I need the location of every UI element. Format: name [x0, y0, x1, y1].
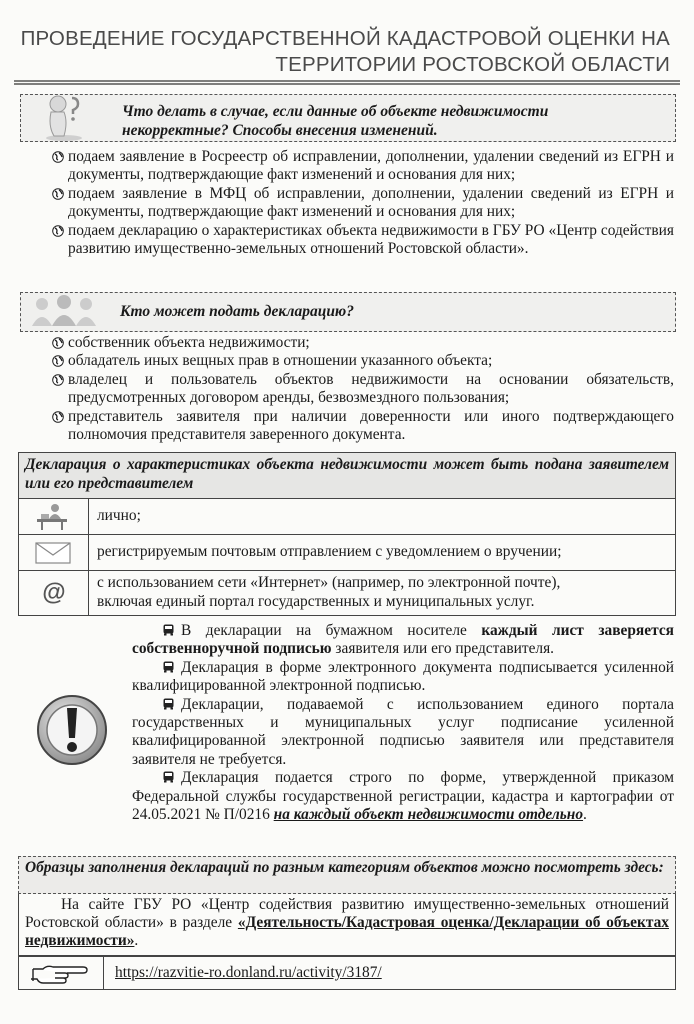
person-at-desk-icon — [33, 503, 73, 531]
list-item — [52, 334, 674, 352]
row-text-line1: с использованием сети «Интернет» (например, по электронной почте), — [97, 574, 561, 591]
globe-icon — [52, 355, 64, 367]
note-3: Декларации, подаваемой с использованием единого портала государственных и муниципальных услуг подписание усиленной квалифицированной электронной подписью заявителя или представителя заявителя не требуется. — [132, 695, 674, 768]
declaration-header: Декларация о характеристиках объекта недвижимости может быть подана заявителем или его представителем — [19, 453, 675, 499]
row-text: регистрируемым почтовым отправлением с уведомлением о вручении; — [97, 543, 562, 560]
globe-icon — [52, 225, 64, 237]
note-2: Декларация в форме электронного документа подписывается усиленной квалифицированной электронной подписью. — [132, 658, 674, 695]
page-title-line1: ПРОВЕДЕНИЕ ГОСУДАРСТВЕННОЙ КАДАСТРОВОЙ ОЦЕНКИ НА — [20, 27, 670, 50]
svg-text:@: @ — [42, 579, 66, 606]
list-item-text: подаем декларацию о характеристиках объекта недвижимости в ГБУ РО «Центр содействия развитию имущественно-земельных отношений Ростовской области». — [68, 221, 674, 258]
list-item-text: владелец и пользователь объектов недвижимости на основании обязательств, предусмотренных договором аренды, безвозмездного пользования; — [68, 370, 674, 407]
note-4: Декларация подается строго по форме, утвержденной приказом Федеральной службы государственной регистрации, кадастра и картографии от 24.05.2021 № П/0216 на каждый объект недвижимости отдельно. — [132, 769, 674, 824]
section1-question — [122, 102, 672, 140]
samples-header: Образцы заполнения деклараций по разным категориям объектов можно посмотреть здесь: — [18, 856, 676, 894]
list-item — [52, 408, 674, 445]
globe-icon — [52, 411, 64, 423]
bus-icon — [162, 624, 175, 636]
list-item — [52, 148, 674, 185]
section1-question-line1: Что делать в случае, если данные об объекте недвижимости — [122, 103, 549, 120]
list-item-text: обладатель иных вещных прав в отношении указанного объекта; — [68, 352, 493, 370]
list-item — [52, 185, 674, 222]
globe-icon — [52, 188, 64, 200]
samples-text: На сайте ГБУ РО «Центр содействия развитию имущественно-земельных отношений Ростовской области» в разделе «Деятельность/Кадастровая оценка/Декларации об объектах недвижимости». — [18, 894, 676, 956]
list-item-text: представитель заявителя при наличии доверенности или иного подтверждающего полномочия представителя заверенного документа. — [68, 407, 674, 444]
section1-question-line2: некорректные? Способы внесения изменений. — [122, 122, 438, 139]
thinking-person-icon — [38, 92, 90, 142]
table-row — [19, 499, 675, 535]
globe-icon — [52, 374, 64, 386]
title-underline — [14, 80, 680, 86]
envelope-icon — [35, 542, 71, 564]
section2-question: Кто может подать декларацию? — [120, 303, 354, 320]
section1-list — [52, 148, 674, 258]
exclamation-icon — [36, 694, 108, 766]
pointing-hand-icon — [31, 963, 91, 985]
declaration-table — [18, 452, 676, 616]
page-title — [20, 26, 670, 78]
globe-icon — [52, 337, 64, 349]
page-title-line2: ТЕРРИТОРИИ РОСТОВСКОЙ ОБЛАСТИ — [275, 53, 670, 76]
globe-icon — [52, 151, 64, 163]
bus-icon — [162, 661, 175, 673]
samples-link-row — [18, 956, 676, 990]
samples-link[interactable]: https://razvitie-ro.donland.ru/activity/3187/ — [115, 964, 382, 981]
list-item — [52, 222, 674, 259]
list-item-text: собственник объекта недвижимости; — [68, 334, 310, 351]
row-text: лично; — [97, 507, 141, 524]
section2-list — [52, 334, 674, 444]
notes — [132, 622, 674, 824]
table-row — [19, 535, 675, 571]
list-item-text: подаем заявление в Росреестр об исправлении, дополнении, удалении сведений из ЕГРН и документы, подтверждающие факт изменений и основания для них; — [68, 148, 674, 184]
at-sign-icon — [39, 577, 69, 607]
table-row — [19, 571, 675, 615]
bus-icon — [162, 771, 175, 783]
row-text-line2: включая единый портал государственных и муниципальных услуг. — [97, 592, 535, 610]
bus-icon — [162, 698, 175, 710]
people-group-icon — [28, 292, 100, 330]
note-1: В декларации на бумажном носителе каждый лист заверяется собственноручной подписью заявителя или его представителя. — [132, 622, 674, 658]
list-item-text: подаем заявление в МФЦ об исправлении, дополнении, удалении сведений из ЕГРН и документы, подтверждающие факт изменений и основания для них; — [68, 184, 674, 221]
list-item — [52, 352, 674, 370]
list-item — [52, 371, 674, 408]
